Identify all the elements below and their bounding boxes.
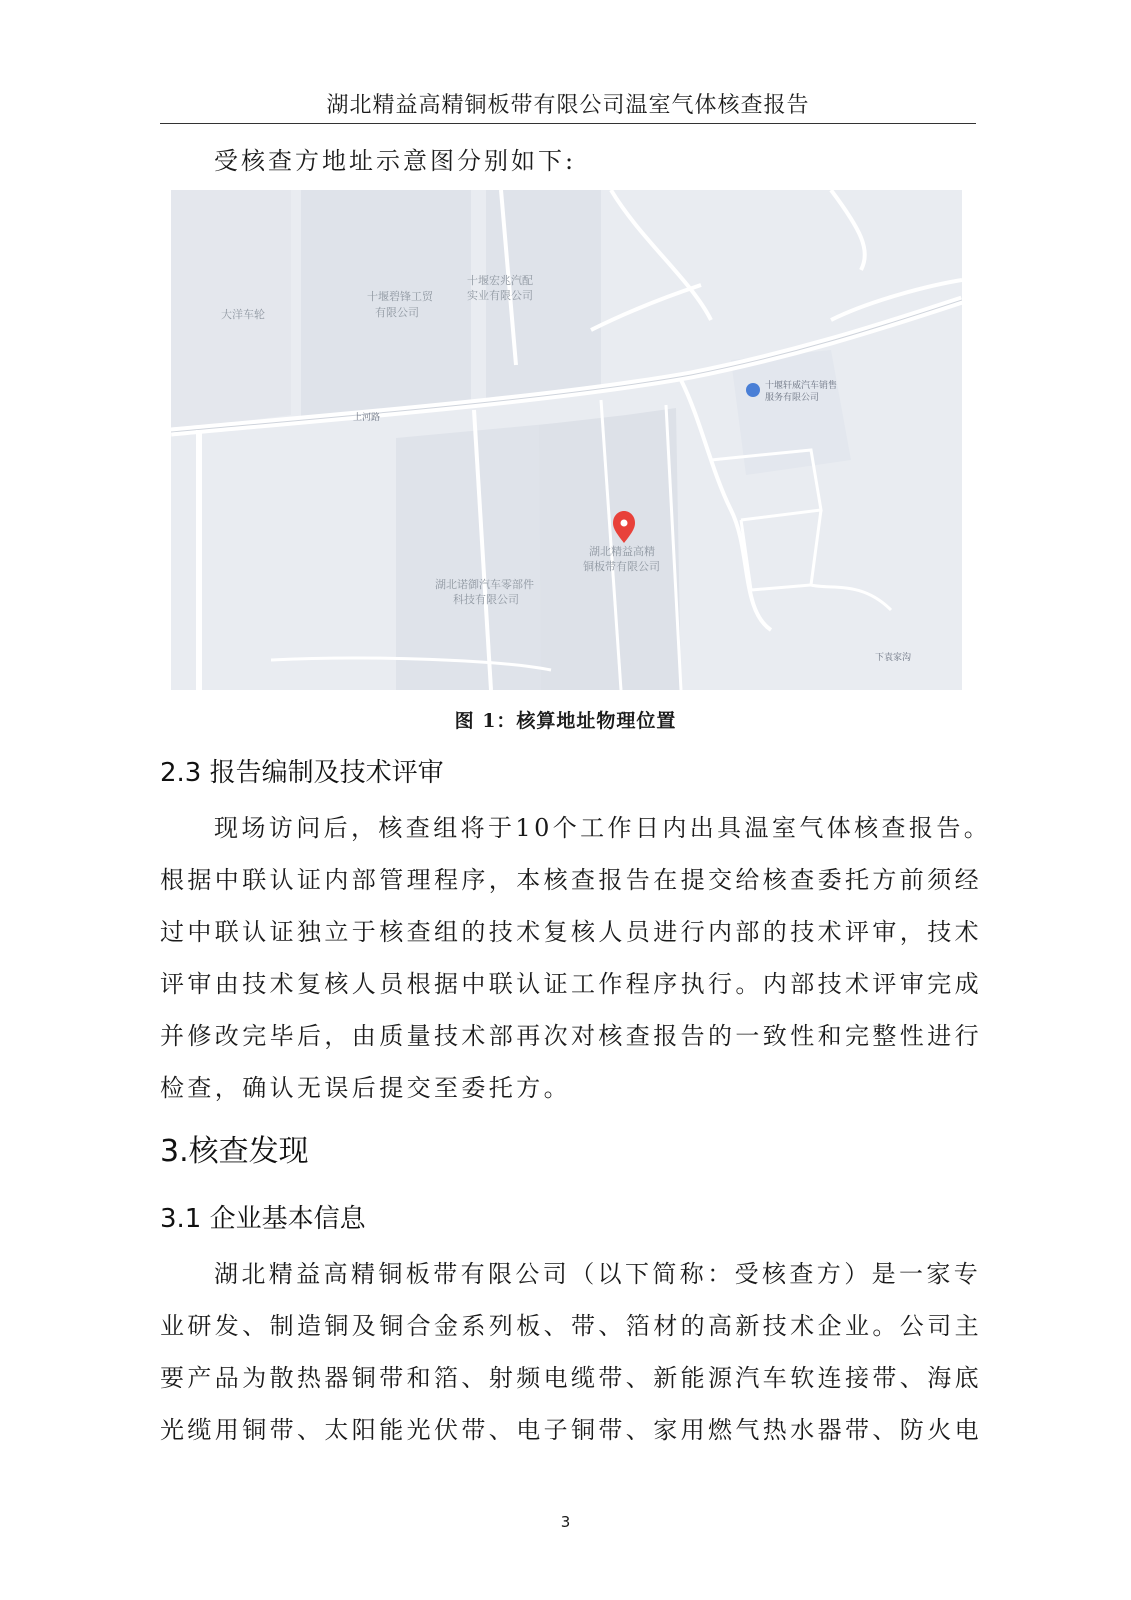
paragraph-line: 评审由技术复核人员根据中联认证工作程序执行。内部技术评审完成 bbox=[160, 970, 982, 998]
map-label-hongzhao-2: 实业有限公司 bbox=[467, 289, 533, 302]
map-label-dayang: 大洋车轮 bbox=[221, 308, 265, 321]
paragraph-line: 并修改完毕后，由质量技术部再次对核查报告的一致性和完整性进行 bbox=[160, 1022, 982, 1050]
location-map bbox=[171, 190, 962, 690]
paragraph-line: 检查，确认无误后提交至委托方。 bbox=[160, 1074, 571, 1102]
paragraph-line: 根据中联认证内部管理程序，本核查报告在提交给核查委托方前须经 bbox=[160, 866, 982, 894]
section-heading-3-1: 3.1 企业基本信息 bbox=[160, 1204, 366, 1234]
figure-caption: 图 1：核算地址物理位置 bbox=[454, 710, 677, 732]
map-label-nuoyu-2: 科技有限公司 bbox=[453, 593, 519, 606]
section-heading-2-3: 2.3 报告编制及技术评审 bbox=[160, 758, 444, 788]
paragraph-line: 过中联认证独立于核查组的技术复核人员进行内部的技术评审，技术 bbox=[160, 918, 982, 946]
map-label-bifeng-2: 有限公司 bbox=[375, 306, 419, 319]
page-number: 3 bbox=[560, 1513, 571, 1531]
paragraph-line: 业研发、制造铜及铜合金系列板、带、箔材的高新技术企业。公司主 bbox=[160, 1312, 982, 1340]
map-label-xiayuan: 下袁家沟 bbox=[875, 653, 912, 663]
map-label-xuanwei-2: 服务有限公司 bbox=[765, 393, 820, 403]
intro-text: 受核查方地址示意图分别如下: bbox=[214, 147, 577, 175]
map-label-bifeng-1: 十堰碧锋工贸 bbox=[367, 290, 433, 303]
location-pin-dot bbox=[621, 520, 628, 527]
paragraph-line: 光缆用铜带、太阳能光伏带、电子铜带、家用燃气热水器带、防火电 bbox=[160, 1416, 982, 1444]
paragraph-line: 要产品为散热器铜带和箔、射频电缆带、新能源汽车软连接带、海底 bbox=[160, 1364, 982, 1392]
service-poi-icon bbox=[746, 383, 760, 397]
section-heading-3: 3.核查发现 bbox=[160, 1134, 309, 1169]
section-3-1-paragraph bbox=[160, 1248, 982, 1456]
map-label-target-1: 湖北精益高精 bbox=[589, 545, 655, 558]
paragraph-line: 湖北精益高精铜板带有限公司（以下简称：受核查方）是一家专 bbox=[214, 1260, 982, 1288]
map-label-target-2: 铜板带有限公司 bbox=[583, 560, 660, 573]
section-2-3-paragraph bbox=[160, 802, 992, 1114]
map-label-xuanwei-1: 十堰轩威汽车销售 bbox=[765, 381, 838, 391]
page-header-title: 湖北精益高精铜板带有限公司温室气体核查报告 bbox=[326, 93, 810, 118]
map-label-nuoyu-1: 湖北诺御汽车零部件 bbox=[435, 578, 534, 591]
map-label-hongzhao-1: 十堰宏兆汽配 bbox=[467, 274, 533, 287]
map-block bbox=[301, 190, 471, 418]
header-divider bbox=[160, 123, 976, 124]
map-label-road: 上河路 bbox=[353, 413, 381, 423]
paragraph-line: 现场访问后，核查组将于10个工作日内出具温室气体核查报告。 bbox=[214, 814, 992, 842]
